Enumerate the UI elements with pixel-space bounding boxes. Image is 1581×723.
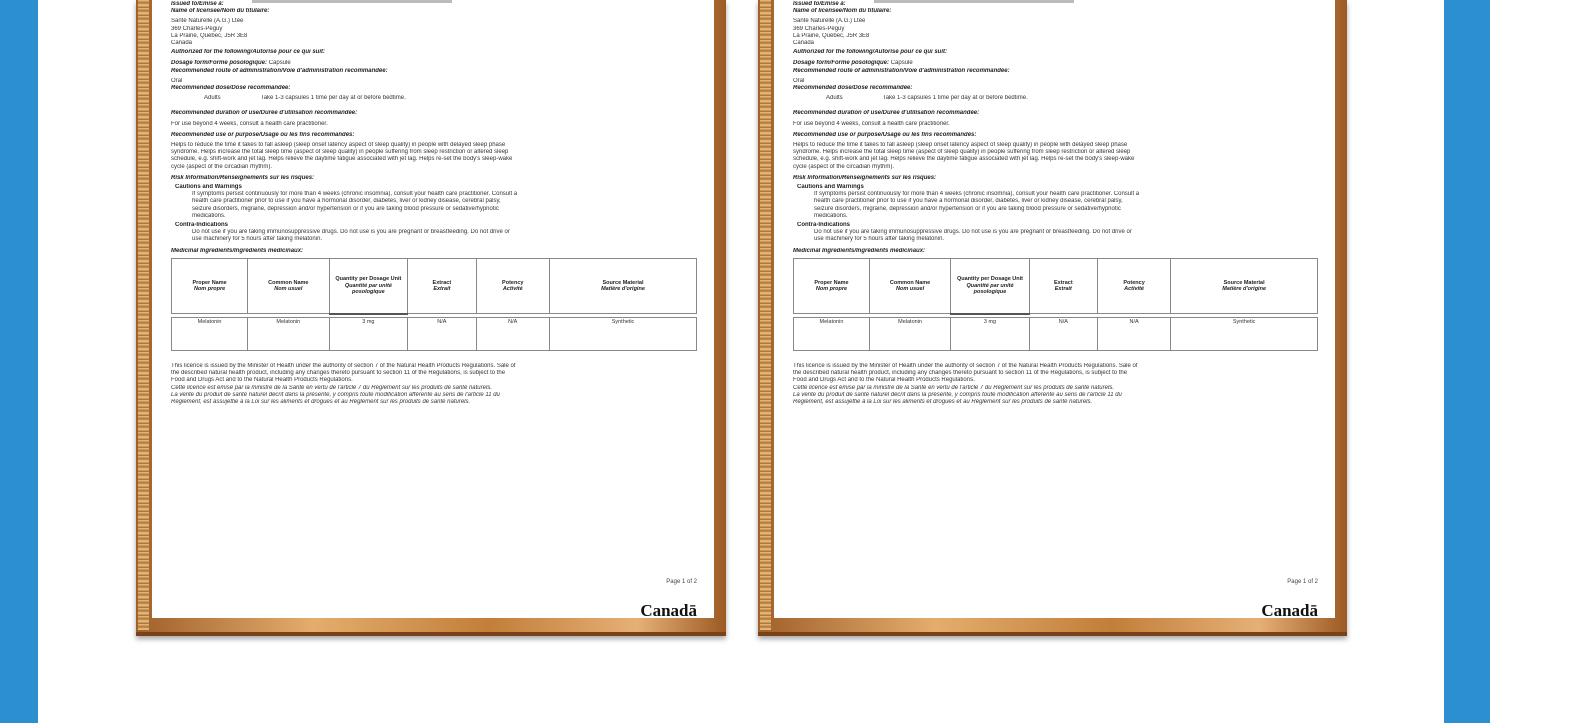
dose-group: Adults — [826, 95, 843, 102]
dose-value: Take 1-3 capsules 1 time per day at or before bedtime. — [260, 95, 406, 102]
contra-heading: Contra-Indications — [175, 222, 229, 229]
header-extract — [408, 258, 476, 314]
header-en: Source Material — [602, 279, 644, 286]
purpose-line: syndrome. Helps increase the total sleep time (aspect of sleep quality) in people suffering from sleep restriction or altered sleep — [171, 149, 509, 156]
header-en: Common Name — [889, 279, 931, 286]
cut-off-header — [252, 0, 452, 3]
cell-common-name: Melatonin — [869, 317, 950, 350]
cell-source: Synthetic — [550, 317, 697, 350]
cell-proper-name: Melatonin — [794, 317, 870, 350]
header-extract — [1029, 258, 1097, 314]
address-line: Canada — [171, 40, 193, 47]
purpose-line: schedule, e.g. shift-work and jet lag. Helps relieve the daytime fatigue associated with jet lag. Helps re-set the body's sleep-wake — [171, 156, 513, 163]
address-line: La Prairie, Québec, J5R 3E8 — [793, 32, 870, 39]
header-fr: Matière d'origine — [1222, 286, 1267, 293]
authorized-heading: Authorized for the following/Autorisé pour ce qui suit: — [793, 49, 947, 56]
duration-heading: Recommended duration of use/Durée d'utilisation recommandée: — [171, 110, 358, 117]
cautions-line: medications. — [192, 212, 226, 219]
footer-fr-line: La vente du produit de santé naturel décrit dans la présente, y compris toute modification afférente au sens de l'article 11 du — [171, 391, 500, 398]
header-common-name — [869, 258, 950, 314]
licensee-heading: Name of licensee/Nom du titulaire: — [793, 8, 892, 15]
dosage-form-label: Dosage form/Forme posologique: — [793, 60, 890, 67]
cell-potency: N/A — [1097, 317, 1170, 350]
cautions-line: seizure disorders, migraine, depression and/or hypertension or if you are taking blood pressure or sedative/hypnotic — [814, 205, 1121, 212]
table-row — [172, 317, 697, 350]
cautions-line: health care practitioner prior to use if you have a hormonal disorder, diabetes, liver or kidney disease, cerebral palsy, — [814, 198, 1123, 205]
dose-value: Take 1-3 capsules 1 time per day at or before bedtime. — [882, 95, 1028, 102]
purpose-line: cycle (aspect of the circadian rhythm). — [793, 163, 895, 170]
header-fr: Quantité par unité posologique — [344, 282, 392, 296]
cell-common-name: Melatonin — [248, 317, 329, 350]
right-blue-band — [1444, 0, 1490, 723]
cautions-line: medications. — [814, 212, 848, 219]
address-line: Canada — [793, 40, 815, 47]
route-value: Oral — [793, 77, 805, 84]
header-source — [1171, 258, 1318, 314]
duration-heading: Recommended duration of use/Durée d'utilisation recommandée: — [793, 110, 980, 117]
table-header-row — [172, 258, 697, 314]
header-en: Proper Name — [192, 279, 227, 286]
header-quantity — [951, 258, 1030, 314]
header-en: Quantity per Dosage Unit — [956, 276, 1023, 283]
ingredients-heading: Medicinal Ingredients/Ingrédients médicinaux: — [793, 247, 926, 254]
purpose-line: schedule, e.g. shift-work and jet lag. Helps relieve the daytime fatigue associated with jet lag. Helps re-set the body's sleep-wake — [793, 156, 1135, 163]
cell-extract: N/A — [408, 317, 476, 350]
dosage-form-value: Capsule — [890, 60, 913, 67]
purpose-line: cycle (aspect of the circadian rhythm). — [171, 163, 273, 170]
canada-wordmark-text: Canadā — [640, 600, 697, 618]
ingredients-table — [793, 258, 1318, 351]
header-fr: Extrait — [1054, 286, 1072, 293]
contra-heading: Contra-Indications — [797, 222, 851, 229]
dose-row — [171, 95, 697, 102]
header-en: Common Name — [268, 279, 309, 286]
dose-row — [793, 95, 1318, 102]
footer-fr-line: Règlement, est assujettie à la Loi sur les aliments et drogues et au Règlement sur les produits de santé naturels. — [171, 398, 471, 405]
header-fr: Quantité par unité posologique — [966, 282, 1014, 296]
table-header-row — [794, 258, 1318, 314]
header-proper-name — [794, 258, 870, 314]
footer-line: This licence is issued by the Minister of Health under the authority of section 7 of the Natural Health Products Regulations. Sale of — [793, 362, 1138, 369]
ingredients-table — [171, 258, 697, 351]
header-fr: Nom usuel — [896, 286, 925, 293]
canada-wordmark-text: Canadā — [1261, 600, 1318, 618]
header-fr: Nom propre — [815, 286, 848, 293]
footer-line: Food and Drugs Act and to the Natural Health Products Regulations. — [171, 377, 353, 384]
cut-off-header — [874, 0, 1074, 3]
route-heading: Recommended route of administration/Voie d'administration recommandée: — [171, 67, 388, 74]
cell-potency: N/A — [476, 317, 550, 350]
left-blue-band — [0, 0, 38, 723]
contra-line: use machinery for 5 hours after taking melatonin. — [814, 236, 945, 243]
contra-line: Do not use if you are taking immunosuppressive drugs. Do not use is you are pregnant or breastfeeding. Do not drive or — [814, 229, 1132, 236]
footer-line: the described natural health product, including any changes thereto pursuant to section 11 of the Regulations, is subject to the — [171, 370, 506, 377]
header-fr: Activité — [1124, 286, 1144, 293]
cell-quantity: 3 mg — [951, 317, 1030, 350]
footer-line: This licence is issued by the Minister of Health under the authority of section 7 of the Natural Health Products Regulations. Sale of — [171, 362, 516, 369]
cautions-line: seizure disorders, migraine, depression and/or hypertension or if you are taking blood pressure or sedative/hypnotic — [192, 205, 499, 212]
footer-fr-line: Cette licence est émise par la ministre de la Santé en vertu de l'article 7 du Règlement sur les produits de santé naturels. — [793, 384, 1114, 391]
table-row — [794, 317, 1318, 350]
header-fr: Extrait — [433, 286, 451, 293]
footer-fr-line: Cette licence est émise par la ministre de la Santé en vertu de l'article 7 du Règlement sur les produits de santé naturels. — [171, 384, 492, 391]
dose-heading: Recommended dose/Dose recommandée: — [171, 85, 291, 92]
cell-source: Synthetic — [1171, 317, 1318, 350]
cell-proper-name: Melatonin — [172, 317, 248, 350]
address-line: 369 Charles-Péguy — [171, 25, 223, 32]
purpose-heading: Recommended use or purpose/Usage ou les fins recommandés: — [793, 131, 977, 138]
purpose-line: syndrome. Helps increase the total sleep time (aspect of sleep quality) in people suffering from sleep restriction or altered sleep — [793, 149, 1131, 156]
address-line: Santé Naturelle (A.G.) Ltée — [171, 18, 244, 25]
issued-to-label: Issued to/Émise à: — [793, 1, 846, 7]
dose-group: Adults — [204, 95, 221, 102]
certificate-frame-right — [758, 0, 1347, 636]
dose-heading: Recommended dose/Dose recommandée: — [793, 85, 913, 92]
address-line: 369 Charles-Péguy — [793, 25, 845, 32]
cautions-line: If symptoms persist continuously for more than 4 weeks (chronic insomnia), consult your health care practitioner. Consult a — [814, 191, 1140, 198]
header-source — [550, 258, 697, 314]
certificate-frame-left — [136, 0, 726, 636]
risk-heading: Risk Information/Renseignements sur les risques: — [171, 174, 315, 181]
footer-line: the described natural health product, including any changes thereto pursuant to section 11 of the Regulations, is subject to the — [793, 370, 1128, 377]
header-en: Potency — [1123, 279, 1145, 286]
certificate-paper — [152, 0, 714, 618]
header-en: Quantity per Dosage Unit — [335, 276, 402, 283]
cautions-heading: Cautions and Warnings — [175, 184, 242, 191]
cautions-line: If symptoms persist continuously for more than 4 weeks (chronic insomnia), consult your health care practitioner. Consult a — [192, 191, 518, 198]
cell-quantity: 3 mg — [329, 317, 408, 350]
page-number: Page 1 of 2 — [666, 578, 697, 585]
header-en: Source Material — [1223, 279, 1265, 286]
address-line: Santé Naturelle (A.G.) Ltée — [793, 18, 866, 25]
canada-wordmark — [640, 600, 697, 618]
authorized-heading: Authorized for the following/Autorisé pour ce qui suit: — [171, 49, 325, 56]
header-en: Potency — [502, 279, 524, 286]
page-number: Page 1 of 2 — [1287, 578, 1318, 585]
dosage-form-value: Capsule — [268, 60, 291, 67]
address-line: La Prairie, Québec, J5R 3E8 — [171, 32, 248, 39]
header-fr: Matière d'origine — [601, 286, 645, 293]
purpose-line: Helps to reduce the time it takes to fall asleep (sleep onset latency aspect of sleep quality) in people with delayed sleep phase — [793, 142, 1128, 149]
purpose-heading: Recommended use or purpose/Usage ou les fins recommandés: — [171, 131, 355, 138]
dosage-form-label: Dosage form/Forme posologique: — [171, 60, 268, 67]
licensee-heading: Name of licensee/Nom du titulaire: — [171, 8, 270, 15]
header-fr: Nom usuel — [274, 286, 303, 293]
cautions-line: health care practitioner prior to use if you have a hormonal disorder, diabetes, liver or kidney disease, cerebral palsy, — [192, 198, 501, 205]
duration-value: For use beyond 4 weeks, consult a health care practitioner. — [793, 120, 950, 127]
cautions-heading: Cautions and Warnings — [797, 184, 864, 191]
risk-heading: Risk Information/Renseignements sur les risques: — [793, 174, 937, 181]
route-value: Oral — [171, 77, 183, 84]
footer-line: Food and Drugs Act and to the Natural Health Products Regulations. — [793, 377, 975, 384]
canada-wordmark — [1261, 600, 1318, 618]
ingredients-heading: Medicinal Ingredients/Ingrédients médicinaux: — [171, 247, 304, 254]
issued-to-label: Issued to/Émise à: — [171, 1, 224, 7]
header-proper-name — [172, 258, 248, 314]
header-common-name — [248, 258, 329, 314]
header-en: Proper Name — [814, 279, 849, 286]
header-fr: Nom propre — [193, 286, 226, 293]
duration-value: For use beyond 4 weeks, consult a health care practitioner. — [171, 120, 328, 127]
header-fr: Activité — [502, 286, 523, 293]
footer-fr-line: Règlement, est assujettie à la Loi sur les aliments et drogues et au Règlement sur les produits de santé naturels. — [793, 398, 1093, 405]
contra-line: Do not use if you are taking immunosuppressive drugs. Do not use is you are pregnant or breastfeeding. Do not drive or — [192, 229, 510, 236]
header-en: Extract — [1054, 279, 1073, 286]
header-en: Extract — [432, 279, 452, 286]
cell-extract: N/A — [1029, 317, 1097, 350]
contra-line: use machinery for 5 hours after taking melatonin. — [192, 236, 323, 243]
header-potency — [1097, 258, 1170, 314]
header-potency — [476, 258, 550, 314]
purpose-line: Helps to reduce the time it takes to fall asleep (sleep onset latency aspect of sleep quality) in people with delayed sleep phase — [171, 142, 506, 149]
route-heading: Recommended route of administration/Voie d'administration recommandée: — [793, 67, 1010, 74]
footer-fr-line: La vente du produit de santé naturel décrit dans la présente, y compris toute modification afférente au sens de l'article 11 du — [793, 391, 1122, 398]
header-quantity — [329, 258, 408, 314]
certificate-paper — [774, 0, 1335, 618]
